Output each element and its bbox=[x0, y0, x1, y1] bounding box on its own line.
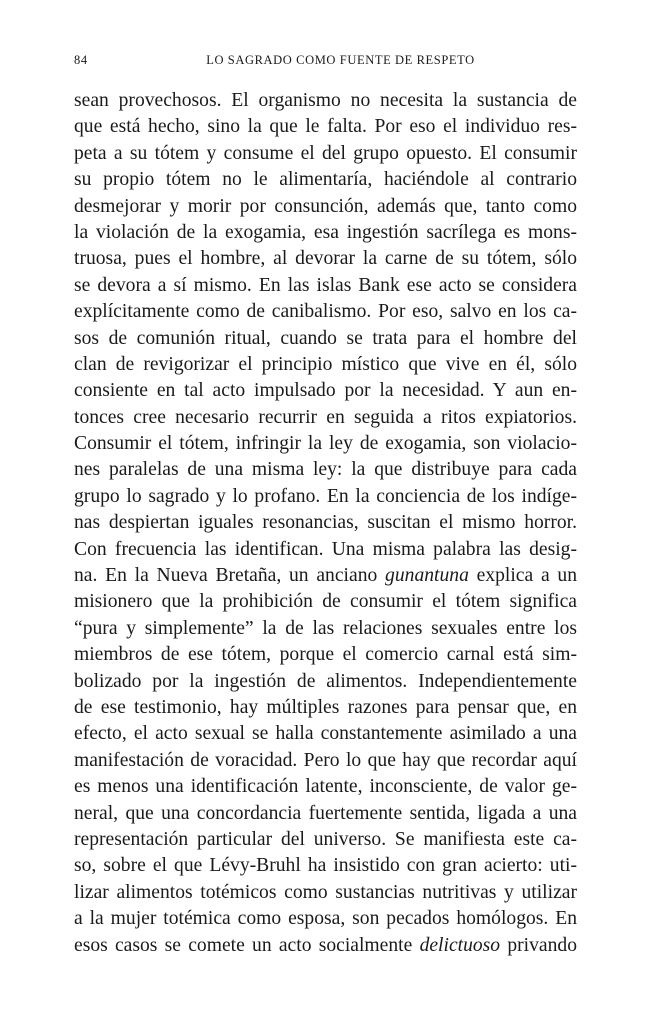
text-segment: sean provechosos. El organismo no necesita la sustancia de bbox=[74, 90, 577, 111]
text-segment: Consumir el tótem, infringir la ley de exogamia, son violacio- bbox=[74, 433, 577, 455]
text-segment: Con frecuencia las identifican. Una misma palabra las desig- bbox=[74, 538, 577, 560]
text-line bbox=[74, 721, 577, 747]
text-line bbox=[74, 589, 577, 615]
italic-term: gunantuna bbox=[385, 565, 469, 587]
text-line bbox=[74, 431, 577, 457]
text-segment: nas despiertan iguales resonancias, suscitan el mismo horror. bbox=[74, 512, 577, 534]
text-segment: es menos una identificación latente, inconsciente, de valor ge- bbox=[74, 776, 577, 798]
text-segment: peta a su tótem y consume el del grupo opuesto. El consumir bbox=[74, 142, 577, 164]
text-segment: clan de revigorizar el principio místico que vive en él, sólo bbox=[74, 353, 577, 375]
text-segment: sos de comunión ritual, cuando se trata para el hombre del bbox=[74, 327, 577, 349]
text-line bbox=[74, 827, 577, 853]
text-line bbox=[74, 326, 577, 352]
text-segment: consiente en tal acto impulsado por la necesidad. Y aun en- bbox=[74, 380, 577, 402]
text-line bbox=[74, 220, 577, 246]
text-line bbox=[74, 88, 577, 114]
text-line bbox=[74, 774, 577, 800]
page-header bbox=[74, 53, 577, 73]
text-segment: “pura y simplemente” la de las relaciones sexuales entre los bbox=[74, 617, 577, 639]
text-line bbox=[74, 642, 577, 668]
text-segment: efecto, el acto sexual se halla constantemente asimilado a una bbox=[74, 723, 577, 745]
text-segment: desmejorar y morir por consunción, además que, tanto como bbox=[74, 195, 577, 217]
text-segment: se devora a sí mismo. En las islas Bank ese acto se considera bbox=[74, 274, 577, 296]
text-line bbox=[74, 510, 577, 536]
text-line bbox=[74, 457, 577, 483]
text-segment: nes paralelas de una misma ley: la que distribuye para cada bbox=[74, 459, 577, 481]
text-segment: so, sobre el que Lévy-Bruhl ha insistido con gran acierto: uti- bbox=[74, 855, 577, 877]
text-segment: bolizado por la ingestión de alimentos. Independientemente bbox=[74, 670, 577, 692]
text-segment: la violación de la exogamia, esa ingestión sacrílega es mons- bbox=[74, 221, 577, 243]
text-segment: explica a un bbox=[468, 565, 577, 587]
text-line bbox=[74, 194, 577, 220]
text-segment: esos casos se comete un acto socialmente bbox=[74, 934, 420, 956]
text-segment: manifestación de voracidad. Pero lo que hay que recordar aquí bbox=[74, 749, 577, 771]
text-line bbox=[74, 748, 577, 774]
text-segment: truosa, pues el hombre, al devorar la carne de su tótem, sólo bbox=[74, 248, 577, 270]
text-segment: privando bbox=[500, 934, 577, 956]
text-line bbox=[74, 352, 577, 378]
text-line bbox=[74, 616, 577, 642]
italic-term: delictuoso bbox=[419, 934, 501, 956]
text-segment: tonces cree necesario recurrir en seguida a ritos expiatorios. bbox=[74, 406, 577, 428]
text-line bbox=[74, 537, 577, 563]
text-line bbox=[74, 141, 577, 167]
text-line bbox=[74, 853, 577, 879]
text-segment: representación particular del universo. Se manifiesta este ca- bbox=[74, 828, 577, 850]
text-line bbox=[74, 246, 577, 272]
text-line bbox=[74, 484, 577, 510]
text-segment: de ese testimonio, hay múltiples razones para pensar que, en bbox=[74, 696, 577, 718]
text-line bbox=[74, 801, 577, 827]
text-segment: grupo lo sagrado y lo profano. En la conciencia de los indíge- bbox=[74, 485, 577, 507]
text-line bbox=[74, 378, 577, 404]
text-line bbox=[74, 933, 577, 959]
text-line bbox=[74, 299, 577, 325]
running-head: LO SAGRADO COMO FUENTE DE RESPETO bbox=[206, 53, 475, 67]
text-segment: a la mujer totémica como esposa, son pecados homólogos. En bbox=[74, 908, 577, 930]
text-segment: miembros de ese tótem, porque el comercio carnal está sim- bbox=[74, 644, 577, 666]
text-line bbox=[74, 669, 577, 695]
page-number: 84 bbox=[74, 53, 88, 67]
text-segment: neral, que una concordancia fuertemente sentida, ligada a una bbox=[74, 802, 577, 824]
text-segment: misionero que la prohibición de consumir el tótem significa bbox=[74, 591, 577, 613]
text-line bbox=[74, 273, 577, 299]
text-segment: lizar alimentos totémicos como sustancias nutritivas y utilizar bbox=[74, 881, 577, 903]
text-line bbox=[74, 880, 577, 906]
text-line bbox=[74, 167, 577, 193]
text-line bbox=[74, 405, 577, 431]
text-line bbox=[74, 695, 577, 721]
text-line bbox=[74, 563, 577, 589]
text-segment: explícitamente como de canibalismo. Por eso, salvo en los ca- bbox=[74, 301, 577, 323]
text-segment: su propio tótem no le alimentaría, haciéndole al contrario bbox=[74, 169, 577, 191]
body-text bbox=[74, 88, 577, 959]
text-line bbox=[74, 906, 577, 932]
text-segment: na. En la Nueva Bretaña, un anciano bbox=[74, 565, 386, 587]
text-segment: que está hecho, sino la que le falta. Por eso el individuo res- bbox=[74, 116, 577, 138]
text-line bbox=[74, 114, 577, 140]
